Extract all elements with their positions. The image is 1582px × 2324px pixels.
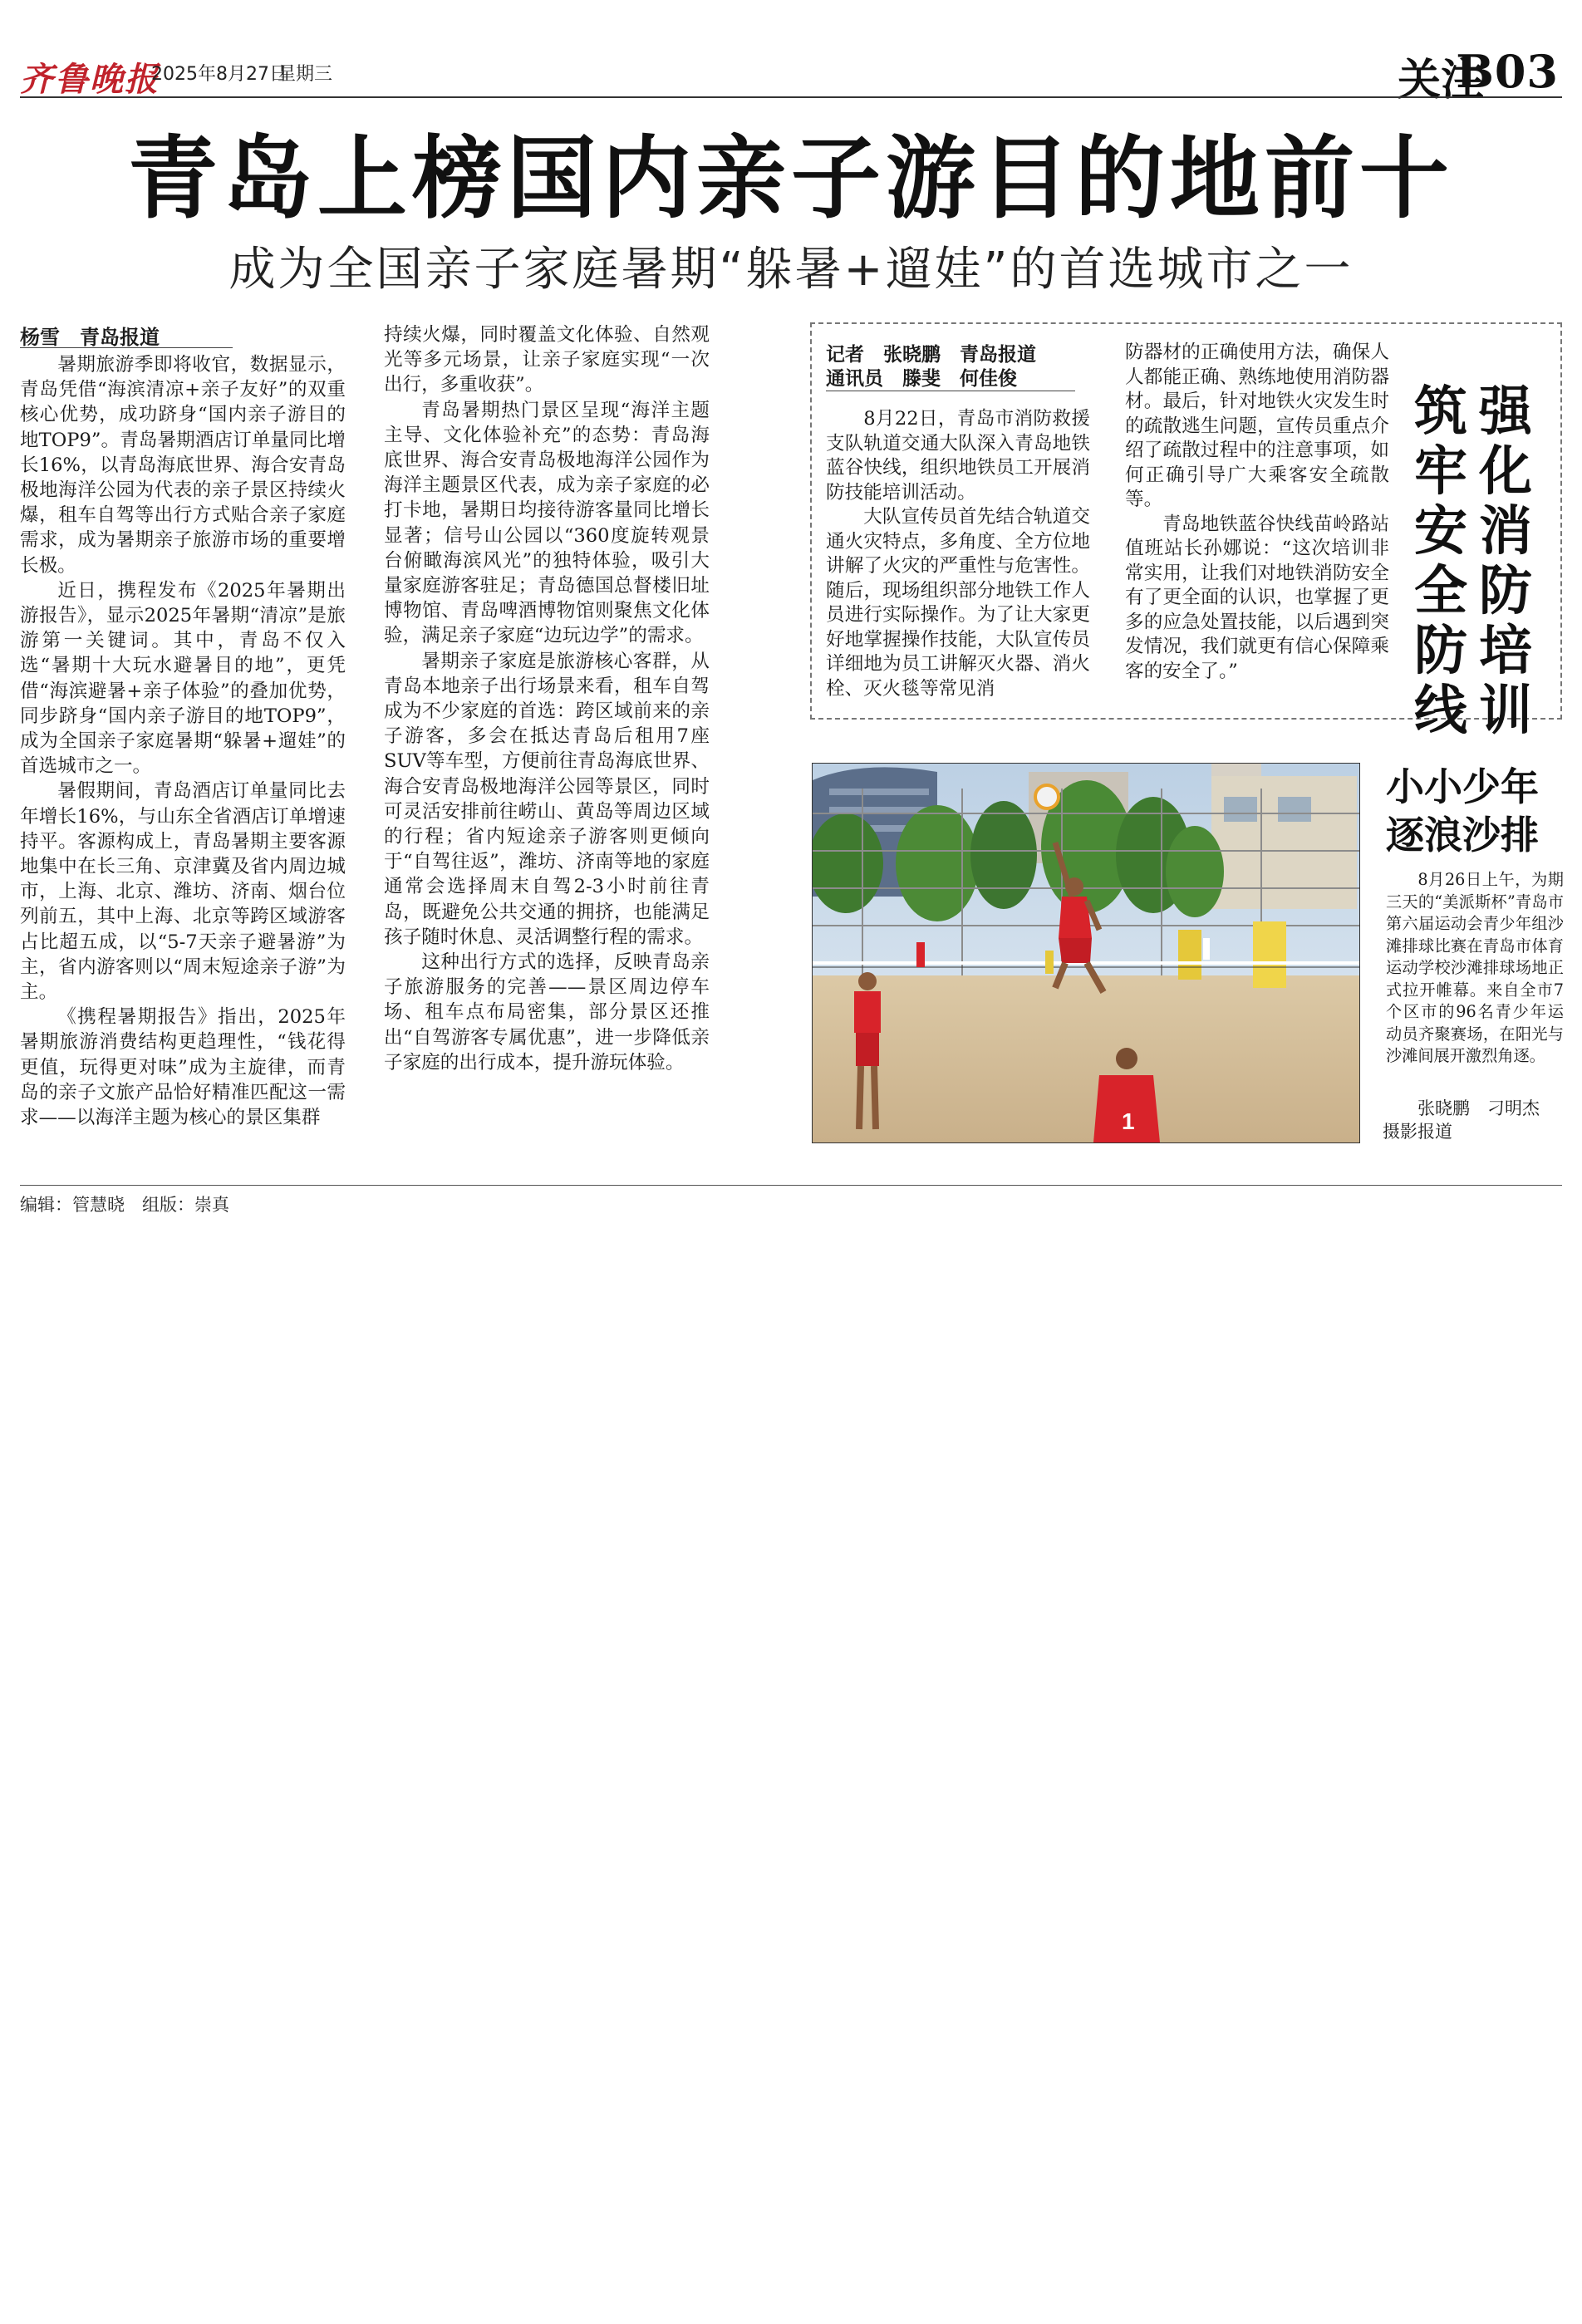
photo-title-line2: 逐浪沙排 (1386, 813, 1539, 857)
volleyball-icon (1035, 785, 1059, 808)
fire-paragraph: 青岛地铁蓝谷快线苗岭路站值班站长孙娜说：“这次培训非常实用，让我们对地铁消防安全有了更全面的认识，也掌握了更多的应急处置技能，以后遇到突发情况，我们就更有信心保障乘客的安全了。” (1125, 513, 1389, 682)
issue-weekday: 星期三 (278, 64, 333, 85)
section-label: 关注 (1397, 55, 1484, 106)
main-paragraph-continued: 持续火爆，同时覆盖文化体验、自然观光等多元场景，让亲子家庭实现“一次出行，多重收获”。 (384, 324, 710, 396)
fire-paragraph: 8月22日，青岛市消防救援支队轨道交通大队深入青岛地铁蓝谷快线，组织地铁员工开展消防技能培训活动。 (826, 408, 1090, 504)
main-column-2 (384, 322, 710, 1075)
editor-credit: 编辑：管慧晓 组版：崇真 (20, 1195, 229, 1215)
photo-credit-label: 摄影报道 (1383, 1122, 1452, 1142)
main-headline: 青岛上榜国内亲子游目的地前十 (127, 126, 1454, 231)
photo-credit-names: 张晓鹏 刁明杰 (1417, 1098, 1540, 1118)
main-column-1 (20, 352, 346, 1130)
fire-column-2 (1125, 341, 1389, 684)
jersey-number: 1 (1122, 1108, 1135, 1134)
fire-byline-correspondent: 通讯员 滕斐 何佳俊 (826, 368, 1017, 390)
fire-byline-reporter: 记者 张晓鹏 青岛报道 (826, 344, 1036, 366)
fire-column-1 (826, 407, 1090, 701)
footer-rule (20, 1185, 1562, 1186)
masthead-logo: 齐鲁晚报 (20, 60, 160, 99)
main-byline-rule (20, 347, 233, 348)
fire-paragraph: 大队宣传员首先结合轨道交通火灾特点，多角度、全方位地讲解了火灾的严重性与危害性。随后，现场组织部分地铁工作人员进行实际操作。为了让大家更好地掌握操作技能，大队宣传员详细地为员工讲解灭火器、消火栓、灭火毯等常见消 (826, 506, 1090, 700)
issue-date: 2025年8月27日 (151, 64, 287, 85)
photo-caption (1386, 869, 1564, 1068)
photo-title-line1: 小小少年 (1386, 764, 1539, 809)
main-paragraph: 暑假期间，青岛酒店订单量同比去年增长16%，与山东全省酒店订单增速持平。客源构成上，青岛暑期主要客源地集中在长三角、京津冀及省内周边城市，上海、北京、潍坊、济南、烟台位列前五，其中上海、北京等跨区域游客占比超五成，以“5-7天亲子避暑游”为主，省内游客则以“周末短途亲子游”为主。 (20, 780, 346, 1004)
main-byline: 杨雪 青岛报道 (20, 326, 160, 349)
main-paragraph: 《携程暑期报告》指出，2025年暑期旅游消费结构更趋理性，“钱花得更值，玩得更对味”成为主旋律，而青岛的亲子文旅产品恰好精准匹配这一需求——以海洋主题为核心的景区集群 (20, 1006, 346, 1129)
main-paragraph: 这种出行方式的选择，反映青岛亲子旅游服务的完善——景区周边停车场、租车点布局密集，部分景区还推出“自驾游客专属优惠”，进一步降低亲子家庭的出行成本，提升游玩体验。 (384, 951, 710, 1074)
page-number: B03 (1456, 45, 1559, 98)
fire-paragraph-continued: 防器材的正确使用方法，确保人人都能正确、熟练地使用消防器材。最后，针对地铁火灾发生时的疏散逃生问题，宣传员重点介绍了疏散过程中的注意事项，如何正确引导广大乘客安全疏散等。 (1125, 341, 1389, 510)
main-paragraph: 暑期旅游季即将收官，数据显示，青岛凭借“海滨清凉+亲子友好”的双重核心优势，成功跻身“国内亲子游目的地TOP9”。青岛暑期酒店订单量同比增长16%，以青岛海底世界、海合安青岛极地海洋公园为代表的亲子景区持续火爆，租车自驾等出行方式贴合亲子家庭需求，成为暑期亲子旅游市场的重要增长极。 (20, 354, 346, 577)
main-paragraph: 暑期亲子家庭是旅游核心客群，从青岛本地亲子出行场景来看，租车自驾成为不少家庭的首选：跨区域前来的亲子游客，多会在抵达青岛后租用7座SUV等车型，方便前往青岛海底世界、海合安青岛极地海洋公园等景区，同时可灵活安排前往崂山、黄岛等周边区域的行程；省内短途亲子游客则更倾向于“自驾往返”，潍坊、济南等地的家庭通常会选择周末自驾2-3小时前往青岛，既避免公共交通的拥挤，也能满足孩子随时休息、灵活调整行程的需求。 (384, 650, 710, 948)
beach-volleyball-photo (812, 763, 1360, 1143)
fire-headline-line2: 筑牢安全防线 (1414, 381, 1471, 742)
photo-illustration (813, 764, 1359, 1142)
caption-text: 8月26日上午，为期三天的“美派斯杯”青岛市第六届运动会青少年组沙滩排球比赛在青岛市体育运动学校沙滩排球场地正式拉开帷幕。来自全市7个区市的96名青少年运动员齐聚赛场，在阳光与沙滩间展开激烈角逐。 (1386, 870, 1564, 1065)
fire-headline-line1: 强化消防培训 (1479, 381, 1535, 742)
main-subhead: 成为全国亲子家庭暑期“躲暑+遛娃”的首选城市之一 (228, 243, 1354, 297)
header-rule (20, 96, 1562, 98)
main-paragraph: 近日，携程发布《2025年暑期出游报告》，显示2025年暑期“清凉”是旅游第一关键词。其中，青岛不仅入选“暑期十大玩水避暑目的地”，更凭借“海滨避暑+亲子体验”的叠加优势，同步跻身“国内亲子游目的地TOP9”，成为全国亲子家庭暑期“躲暑+遛娃”的首选城市之一。 (20, 579, 346, 778)
main-paragraph: 青岛暑期热门景区呈现“海洋主题主导、文化体验补充”的态势：青岛海底世界、海合安青岛极地海洋公园作为海洋主题景区代表，成为亲子家庭的必打卡地，暑期日均接待游客量同比增长显著；信号山公园以“360度旋转观景台俯瞰海滨风光”的独特体验，吸引大量家庭游客驻足；青岛德国总督楼旧址博物馆、青岛啤酒博物馆则聚焦文化体验，满足亲子家庭“边玩边学”的需求。 (384, 399, 710, 647)
